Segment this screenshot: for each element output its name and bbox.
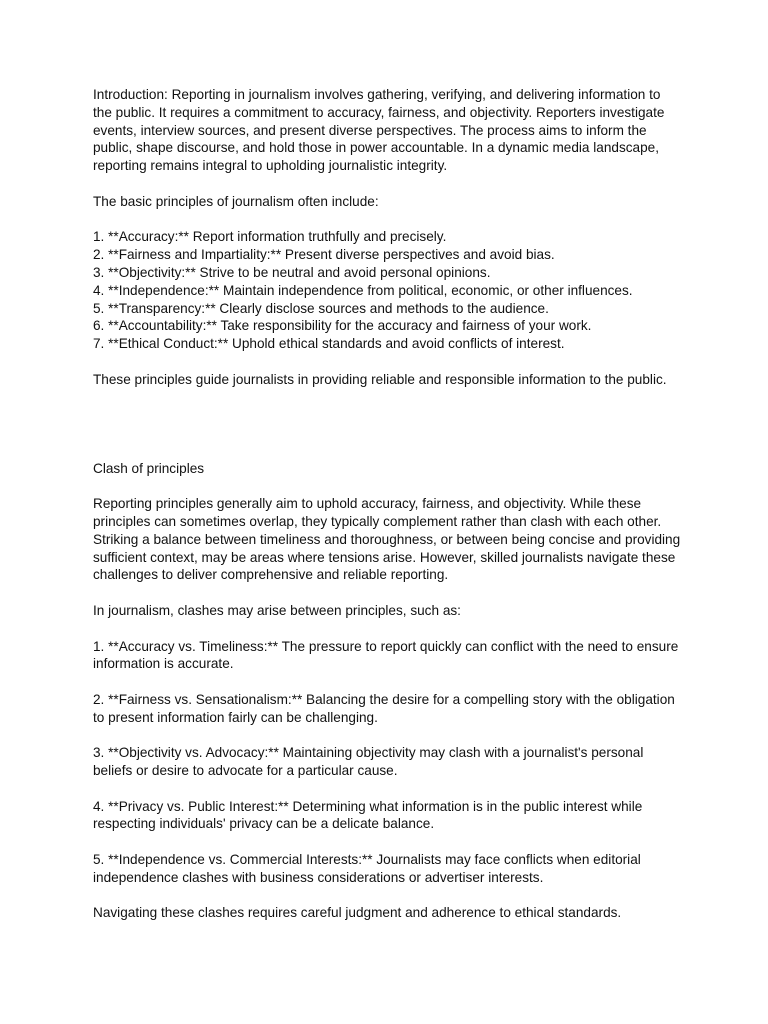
clash-paragraph: Reporting principles generally aim to uphold accuracy, fairness, and objectivity. While these principles can sometimes overlap, they typically complement rather than clash with each other. Striking a balance between timeliness and thoroughness, or between being concise and providing sufficient context, may be areas where tensions arise. However, skilled journalists navigate these challenges to deliver comprehensive and reliable reporting. bbox=[93, 496, 684, 583]
list-item: 2. **Fairness and Impartiality:** Present diverse perspectives and avoid bias. bbox=[93, 247, 555, 263]
list-item: 6. **Accountability:** Take responsibility for the accuracy and fairness of your work. bbox=[93, 318, 592, 334]
list-item: 4. **Privacy vs. Public Interest:** Determining what information is in the public interest while respecting individuals' privacy can be a delicate balance. bbox=[93, 798, 643, 832]
document-page bbox=[93, 86, 683, 922]
list-item: 3. **Objectivity:** Strive to be neutral and avoid personal opinions. bbox=[93, 264, 491, 280]
list-item: 3. **Objectivity vs. Advocacy:** Maintaining objectivity may clash with a journalist's personal beliefs or desire to advocate for a particular cause. bbox=[93, 745, 644, 779]
list-item: 1. **Accuracy:** Report information truthfully and precisely. bbox=[93, 229, 447, 245]
list-item: 4. **Independence:** Maintain independence from political, economic, or other influences. bbox=[93, 282, 633, 298]
intro-paragraph: Introduction: Reporting in journalism involves gathering, verifying, and delivering information to the public. It requires a commitment to accuracy, fairness, and objectivity. Reporters investigate events, interview sources, and present diverse perspectives. The process aims to inform the public, shape discourse, and hold those in power accountable. In a dynamic media landscape, reporting remains integral to upholding journalistic integrity. bbox=[93, 87, 669, 174]
intro-closing: These principles guide journalists in providing reliable and responsible information to the public. bbox=[93, 371, 667, 387]
clash-lead: In journalism, clashes may arise between principles, such as: bbox=[93, 602, 461, 618]
section-heading: Clash of principles bbox=[93, 460, 205, 476]
principles-list bbox=[93, 228, 683, 353]
clash-closing: Navigating these clashes requires careful judgment and adherence to ethical standards. bbox=[93, 905, 622, 921]
list-item: 1. **Accuracy vs. Timeliness:** The pressure to report quickly can conflict with the need to ensure information is accurate. bbox=[93, 638, 679, 672]
list-item: 5. **Transparency:** Clearly disclose sources and methods to the audience. bbox=[93, 300, 549, 316]
list-item: 2. **Fairness vs. Sensationalism:** Balancing the desire for a compelling story with the obligation to present information fairly can be challenging. bbox=[93, 691, 675, 725]
principles-lead: The basic principles of journalism often include: bbox=[93, 193, 379, 209]
list-item: 7. **Ethical Conduct:** Uphold ethical standards and avoid conflicts of interest. bbox=[93, 336, 565, 352]
list-item: 5. **Independence vs. Commercial Interests:** Journalists may face conflicts when editorial independence clashes with business considerations or advertiser interests. bbox=[93, 852, 641, 885]
clash-list bbox=[93, 638, 683, 887]
